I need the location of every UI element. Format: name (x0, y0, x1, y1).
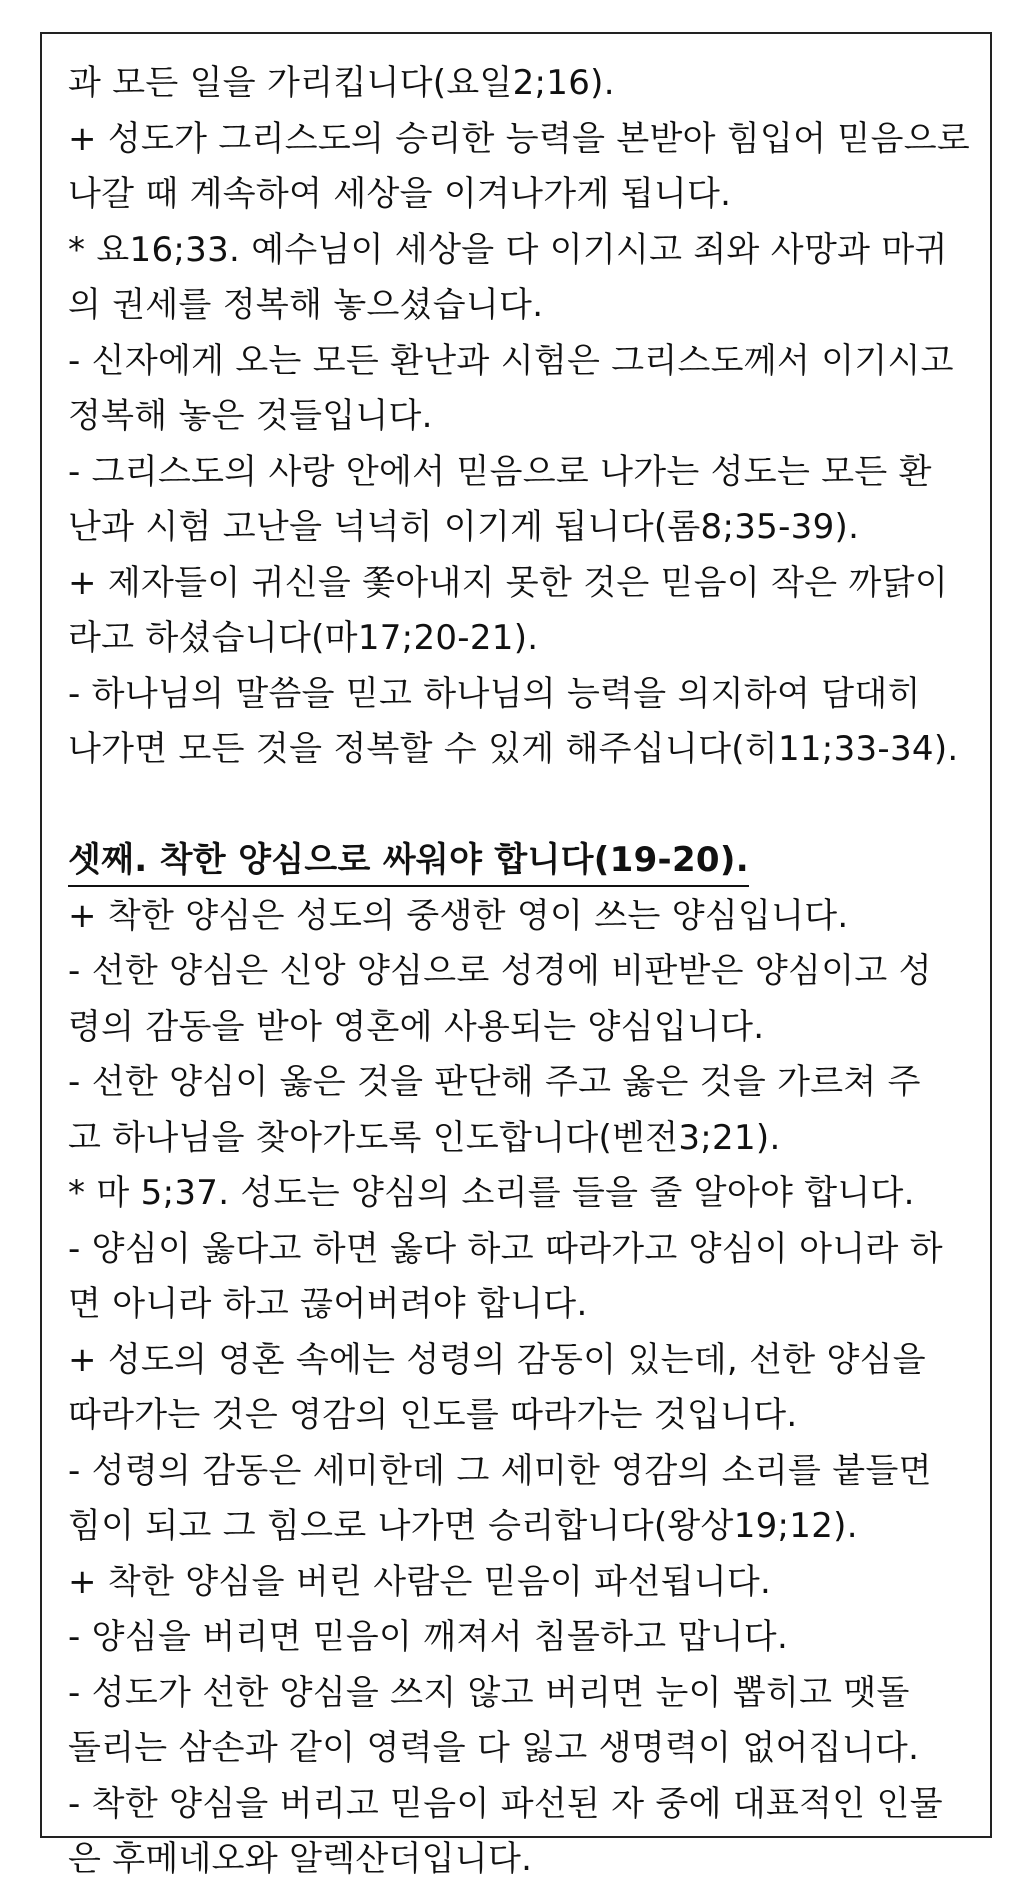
text-line: - 양심이 옳다고 하면 옳다 하고 따라가고 양심이 아니라 하 (68, 1228, 943, 1269)
text-line: - 선한 양심은 신앙 양심으로 성경에 비판받은 양심이고 성 (68, 951, 932, 991)
text-line: + 착한 양심을 버린 사람은 믿음이 파선됩니다. (68, 1561, 772, 1602)
text-line: - 선한 양심이 옳은 것을 판단해 주고 옳은 것을 가르쳐 주 (68, 1062, 921, 1102)
text-line: - 성령의 감동은 세미한데 그 세미한 영감의 소리를 붙들면 (68, 1450, 932, 1491)
text-line: * 요16;33. 예수님이 세상을 다 이기시고 죄와 사망과 마귀 (68, 229, 948, 270)
text-line: - 그리스도의 사랑 안에서 믿음으로 나가는 성도는 모든 환 (68, 451, 932, 492)
text-line: 의 권세를 정복해 놓으셨습니다. (68, 285, 544, 325)
text-line: 은 후메네오와 알렉산더입니다. (68, 1839, 533, 1879)
document-text (68, 56, 970, 1888)
text-line: 돌리는 삼손과 같이 영력을 다 잃고 생명력이 없어집니다. (68, 1728, 920, 1768)
text-line: - 양심을 버리면 믿음이 깨져서 침몰하고 맙니다. (68, 1617, 789, 1657)
text-line: + 성도의 영혼 속에는 성령의 감동이 있는데, 선한 양심을 (68, 1339, 926, 1380)
text-line: 면 아니라 하고 끊어버려야 합니다. (68, 1284, 588, 1324)
section-heading-line (68, 833, 970, 889)
text-line: 고 하나님을 찾아가도록 인도합니다(벧전3;21). (68, 1117, 781, 1158)
blank-line (68, 778, 970, 834)
text-line: 나가면 모든 것을 정복할 수 있게 해주십니다(히11;33-34). (68, 729, 959, 769)
text-line: + 성도가 그리스도의 승리한 능력을 본받아 힘입어 믿음으로 (68, 118, 970, 159)
section-heading: 셋째. 착한 양심으로 싸워야 합니다(19-20). (68, 835, 749, 887)
text-line: 나갈 때 계속하여 세상을 이겨나가게 됩니다. (68, 174, 732, 214)
text-line: - 신자에게 오는 모든 환난과 시험은 그리스도께서 이기시고 (68, 340, 954, 381)
text-line: - 착한 양심을 버리고 믿음이 파선된 자 중에 대표적인 인물 (68, 1783, 943, 1824)
document-frame (40, 32, 992, 1879)
text-line: 라고 하셨습니다(마17;20-21). (68, 618, 539, 658)
text-line: 힘이 되고 그 힘으로 나가면 승리합니다(왕상19;12). (68, 1506, 858, 1546)
text-line: 정복해 놓은 것들입니다. (68, 396, 433, 436)
text-line: * 마 5;37. 성도는 양심의 소리를 들을 줄 알아야 합니다. (68, 1173, 915, 1213)
text-line: + 제자들이 귀신을 쫓아내지 못한 것은 믿음이 작은 까닭이 (68, 562, 948, 603)
text-line: 난과 시험 고난을 넉넉히 이기게 됩니다(롬8;35-39). (68, 507, 860, 547)
text-line: 과 모든 일을 가리킵니다(요일2;16). (68, 63, 615, 103)
text-line: 령의 감동을 받아 영혼에 사용되는 양심입니다. (68, 1006, 765, 1047)
text-line: - 성도가 선한 양심을 쓰지 않고 버리면 눈이 뽑히고 맷돌 (68, 1672, 910, 1713)
text-line: + 착한 양심은 성도의 중생한 영이 쓰는 양심입니다. (68, 895, 849, 936)
text-line: 따라가는 것은 영감의 인도를 따라가는 것입니다. (68, 1395, 798, 1435)
text-line: - 하나님의 말씀을 믿고 하나님의 능력을 의지하여 담대히 (68, 673, 921, 714)
